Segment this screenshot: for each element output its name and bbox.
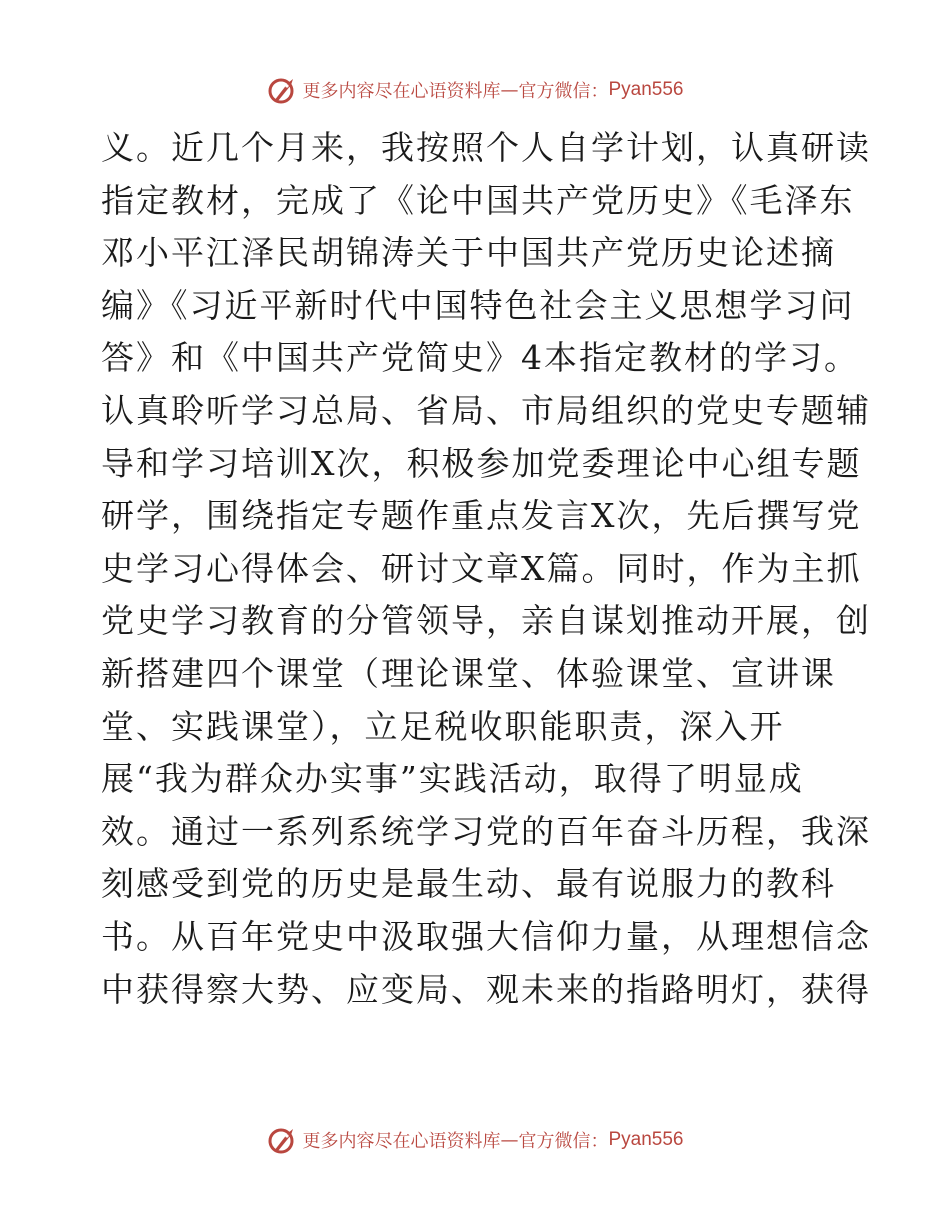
body-line: 认真聆听学习总局、省局、市局组织的党史专题辅 (101, 390, 871, 430)
body-line: 中获得察大势、应变局、观未来的指路明灯，获得 (101, 969, 871, 1009)
body-line: 史学习心得体会、研讨文章X篇。同时，作为主抓 (101, 548, 862, 588)
body-line: 书。从百年党史中汲取强大信仰力量，从理想信念 (101, 916, 871, 956)
body-line: 导和学习培训X次，积极参加党委理论中心组专题 (101, 443, 862, 483)
banner-site-text: 更多内容尽在心语资料库 (302, 1131, 501, 1152)
document-body (101, 122, 871, 1016)
header-banner (0, 70, 950, 110)
body-line: 党史学习教育的分管领导，亲自谋划推动开展，创 (101, 601, 871, 641)
banner-wechat-id: Pyan556 (608, 1129, 684, 1150)
body-line: 义。近几个月来，我按照个人自学计划，认真研读 (101, 128, 871, 167)
body-line: 研学，围绕指定专题作重点发言X次，先后撰写党 (101, 496, 862, 536)
banner-separator: — (500, 1129, 519, 1151)
body-line: 答》和《中国共产党简史》4本指定教材的学习。 (101, 338, 859, 378)
pen-nib-logo-icon (266, 73, 300, 107)
banner-separator: — (500, 79, 519, 101)
body-line: 编》《习近平新时代中国特色社会主义思想学习问 (101, 285, 855, 325)
pen-nib-logo-icon (266, 1123, 300, 1157)
body-line: 展“我为群众办实事”实践活动，取得了明显成 (101, 759, 804, 799)
banner-wechat-label: 官方微信： (518, 1131, 609, 1152)
banner-site-text: 更多内容尽在心语资料库 (302, 81, 501, 102)
body-line: 新搭建四个课堂（理论课堂、体验课堂、宣讲课 (101, 653, 836, 693)
body-line: 邓小平江泽民胡锦涛关于中国共产党历史论述摘 (101, 233, 836, 273)
body-line: 刻感受到党的历史是最生动、最有说服力的教科 (101, 864, 836, 904)
footer-banner (0, 1120, 950, 1160)
banner-wechat-id: Pyan556 (608, 79, 684, 100)
banner-wechat-label: 官方微信： (518, 81, 609, 102)
body-line: 堂、实践课堂），立足税收职能职责，深入开 (101, 706, 785, 746)
body-line: 效。通过一系列系统学习党的百年奋斗历程，我深 (101, 811, 871, 851)
body-line: 指定教材，完成了《论中国共产党历史》《毛泽东 (101, 180, 855, 220)
